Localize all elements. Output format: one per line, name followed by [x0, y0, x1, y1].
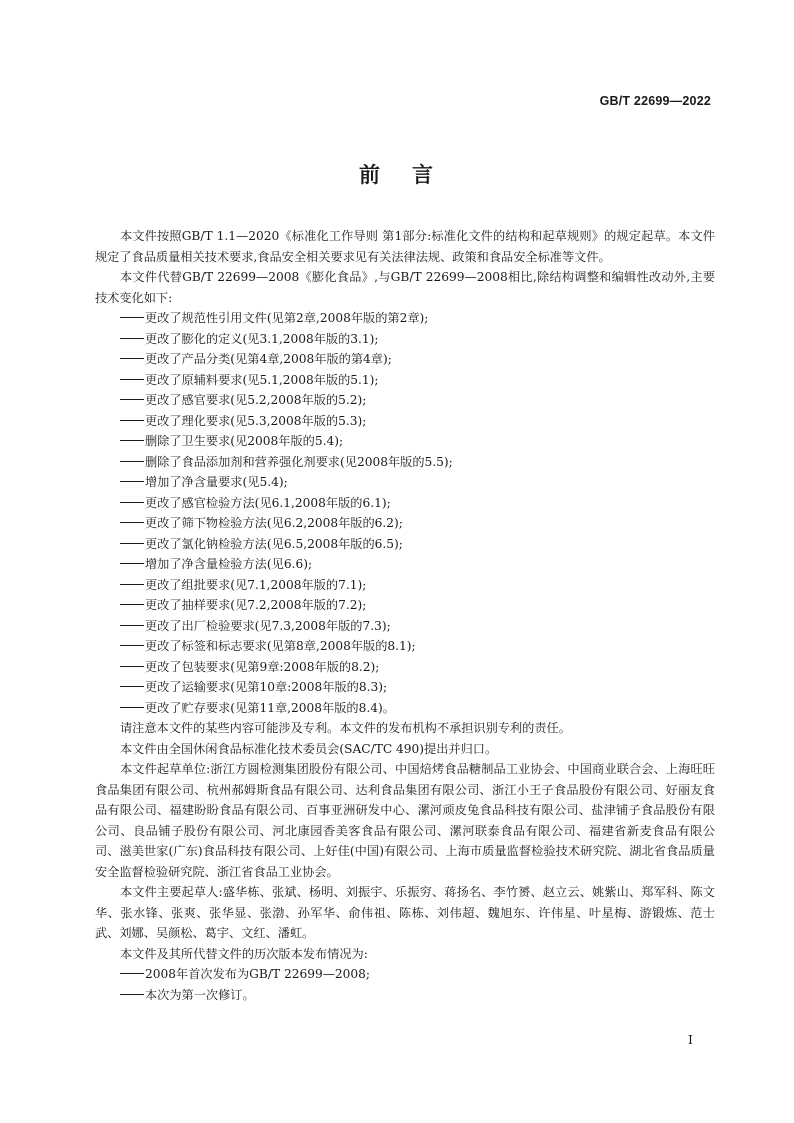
- dash-mark: [120, 604, 144, 605]
- page-title-left: 前: [359, 163, 382, 187]
- paragraph-replacement: 本文件代替GB/T 22699—2008《膨化食品》,与GB/T 22699—2008相比,除结构调整和编辑性改动外,主要技术变化如下:: [95, 270, 715, 305]
- dash-mark: [120, 645, 144, 646]
- dash-mark: [120, 420, 144, 421]
- paragraph-drafters: 本文件主要起草人:盛华栋、张斌、杨明、刘振宇、乐振穷、蒋扬名、李竹赟、赵立云、姚紫山、郑军科、陈文华、张水锋、张爽、张华显、张渤、孙军华、俞伟祖、陈栋、刘伟超、魏旭东、许伟星、叶星梅、游锻炼、范士武、刘娜、吴颜松、葛宇、文红、潘虹。: [95, 885, 715, 940]
- list-item: 增加了净含量要求(见5.4);: [95, 472, 715, 493]
- list-item: 更改了理化要求(见5.3,2008年版的5.3);: [95, 411, 715, 432]
- list-item: 2008年首次发布为GB/T 22699—2008;: [95, 964, 715, 985]
- list-item: 更改了标签和标志要求(见第8章,2008年版的8.1);: [95, 636, 715, 657]
- dash-mark: [120, 563, 144, 564]
- dash-mark: [120, 707, 144, 708]
- paragraph-drafting-units: 本文件起草单位:浙江方圆检测集团股份有限公司、中国焙烤食品糖制品工业协会、中国商业联合会、上海旺旺食品集团有限公司、杭州郝姆斯食品有限公司、达利食品集团有限公司、浙江小王子食品股份有限公司、好丽友食品有限公司、福建盼盼食品有限公司、百事亚洲研发中心、漯河顽皮兔食品科技有限公司、盐津铺子食品股份有限公司、良品铺子股份有限公司、河北康园香美客食品有限公司、漯河联泰食品有限公司、福建省新麦食品有限公司、滋美世家(广东)食品科技有限公司、上好佳(中国)有限公司、上海市质量监督检验技术研究院、湖北省食品质量安全监督检验研究院、浙江省食品工业协会。: [95, 762, 715, 879]
- list-item: 更改了膨化的定义(见3.1,2008年版的3.1);: [95, 329, 715, 350]
- dash-mark: [120, 338, 144, 339]
- paragraph-patent-notice: 请注意本文件的某些内容可能涉及专利。本文件的发布机构不承担识别专利的责任。: [120, 721, 571, 735]
- list-item: 更改了运输要求(见第10章:2008年版的8.3);: [95, 677, 715, 698]
- dash-mark: [120, 666, 144, 667]
- dash-mark: [120, 502, 144, 503]
- dash-mark: [120, 358, 144, 359]
- list-item: 更改了原辅料要求(见5.1,2008年版的5.1);: [95, 370, 715, 391]
- dash-mark: [120, 625, 144, 626]
- list-item: 更改了感官要求(见5.2,2008年版的5.2);: [95, 390, 715, 411]
- standard-code: GB/T 22699—2022: [599, 94, 711, 108]
- paragraph-committee: 本文件由全国休闲食品标准化技术委员会(SAC/TC 490)提出并归口。: [120, 741, 498, 756]
- list-item: 更改了出厂检验要求(见7.3,2008年版的7.3);: [95, 616, 715, 637]
- dash-mark: [120, 686, 144, 687]
- list-item: 更改了氯化钠检验方法(见6.5,2008年版的6.5);: [95, 534, 715, 555]
- page-title-right: 言: [412, 163, 435, 187]
- dash-mark: [120, 522, 144, 523]
- page-title: [0, 159, 794, 189]
- list-item: 更改了产品分类(见第4章,2008年版的第4章);: [95, 349, 715, 370]
- dash-mark: [120, 973, 144, 974]
- dash-mark: [120, 399, 144, 400]
- page-number: I: [688, 1032, 693, 1047]
- dash-mark: [120, 317, 144, 318]
- dash-mark: [120, 994, 144, 995]
- list-item: 本次为第一次修订。: [95, 985, 715, 1006]
- list-item: 更改了感官检验方法(见6.1,2008年版的6.1);: [95, 493, 715, 514]
- list-item: 更改了组批要求(见7.1,2008年版的7.1);: [95, 575, 715, 596]
- history-list: [95, 964, 715, 1005]
- list-item: 更改了贮存要求(见第11章,2008年版的8.4)。: [95, 698, 715, 719]
- dash-mark: [120, 543, 144, 544]
- list-item: 更改了包装要求(见第9章:2008年版的8.2);: [95, 657, 715, 678]
- list-item: 更改了抽样要求(见7.2,2008年版的7.2);: [95, 595, 715, 616]
- dash-mark: [120, 584, 144, 585]
- dash-mark: [120, 440, 144, 441]
- dash-mark: [120, 481, 144, 482]
- list-item: 更改了筛下物检验方法(见6.2,2008年版的6.2);: [95, 513, 715, 534]
- paragraph-drafting-rules: 本文件按照GB/T 1.1—2020《标准化工作导则 第1部分:标准化文件的结构和起草规则》的规定起草。本文件规定了食品质量相关技术要求,食品安全相关要求见有关法律法规、政策和食品安全标准等文件。: [95, 229, 715, 264]
- dash-mark: [120, 379, 144, 380]
- list-item: 删除了食品添加剂和营养强化剂要求(见2008年版的5.5);: [95, 452, 715, 473]
- list-item: 删除了卫生要求(见2008年版的5.4);: [95, 431, 715, 452]
- dash-mark: [120, 461, 144, 462]
- preface-body: [95, 226, 715, 1005]
- changes-list: [95, 308, 715, 718]
- list-item: 增加了净含量检验方法(见6.6);: [95, 554, 715, 575]
- list-item: 更改了规范性引用文件(见第2章,2008年版的第2章);: [95, 308, 715, 329]
- paragraph-history-intro: 本文件及其所代替文件的历次版本发布情况为:: [120, 946, 368, 961]
